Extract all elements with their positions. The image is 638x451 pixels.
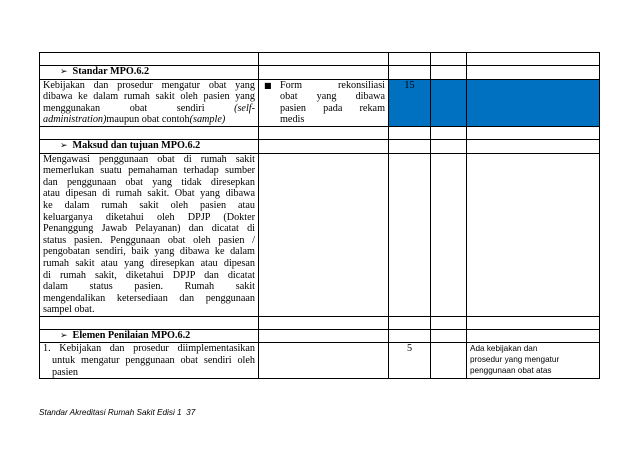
spacer-row xyxy=(40,126,600,139)
section-heading: ➢ Elemen Penilaian MPO.6.2 xyxy=(40,329,259,343)
arrow-right-icon: ➢ xyxy=(60,330,68,341)
maksud-text: Mengawasi penggunaan obat di rumah sakit memerlukan suatu pemahaman terhadap sumber dan penggunaan obat yang tidak diresepkan atau dipesan di rumah sakit. Obat yang dibawa ke dalam rumah sakit oleh pasien atau keluarganya diketahui oleh DPJP (Dokter Penanggung Jawab Pelayanan) dan dicatat di status pasien. Penggunaan obat oleh pasien / pengobatan sendiri, baik yang dibawa ke dalam rumah sakit atau yang diresepkan atau dipesan di rumah sakit, diketahui DPJP dan dicatat dalam status pasien. Rumah sakit mengendalikan ketersediaan dan penggunaan sampel obat. xyxy=(40,153,259,316)
standar-content-row xyxy=(40,79,600,126)
spacer-row xyxy=(40,316,600,329)
accreditation-table xyxy=(39,52,600,379)
arrow-right-icon: ➢ xyxy=(60,140,68,151)
spacer-row xyxy=(40,53,600,66)
page-number: 37 xyxy=(186,408,196,417)
elemen-content-row xyxy=(40,343,600,379)
highlight-cell xyxy=(431,79,467,126)
score-cell: 5 xyxy=(389,343,431,379)
arrow-right-icon: ➢ xyxy=(60,67,68,77)
square-bullet-icon: ■ xyxy=(264,80,272,90)
elemen-heading-row xyxy=(40,329,600,343)
standar-text: Kebijakan dan prosedur mengatur obat yang dibawa ke dalam rumah sakit oleh pasien yang menggunakan obat sendiri (self- administration)maupun obat contoh(sample) xyxy=(40,79,259,126)
doc-bullet: ■ Form rekonsiliasi obat yang dibawa pasien pada rekam medis xyxy=(264,79,385,126)
maksud-heading-row xyxy=(40,139,600,153)
document-cell xyxy=(259,79,389,126)
line-administration: administration)maupun obat contoh(sample) xyxy=(43,114,226,126)
page-footer: Standar Akreditasi Rumah Sakit Edisi 1 37 xyxy=(39,408,196,417)
maksud-content-row xyxy=(40,153,600,316)
section-heading: ➢ Standar MPO.6.2 xyxy=(40,66,259,80)
section-heading: ➢ Maksud dan tujuan MPO.6.2 xyxy=(40,139,259,153)
elemen-text: 1. Kebijakan dan prosedur diimplementasikan untuk mengatur penggunaan obat sendiri oleh pasien xyxy=(40,343,259,379)
note-cell: Ada kebijakan dan prosedur yang mengatur penggunaan obat atas xyxy=(467,343,600,379)
highlight-cell xyxy=(467,79,600,126)
score-cell: 15 xyxy=(389,79,431,126)
line-self-admin: menggunakan obat sendiri (self- xyxy=(43,102,256,114)
standar-heading-row xyxy=(40,66,600,80)
